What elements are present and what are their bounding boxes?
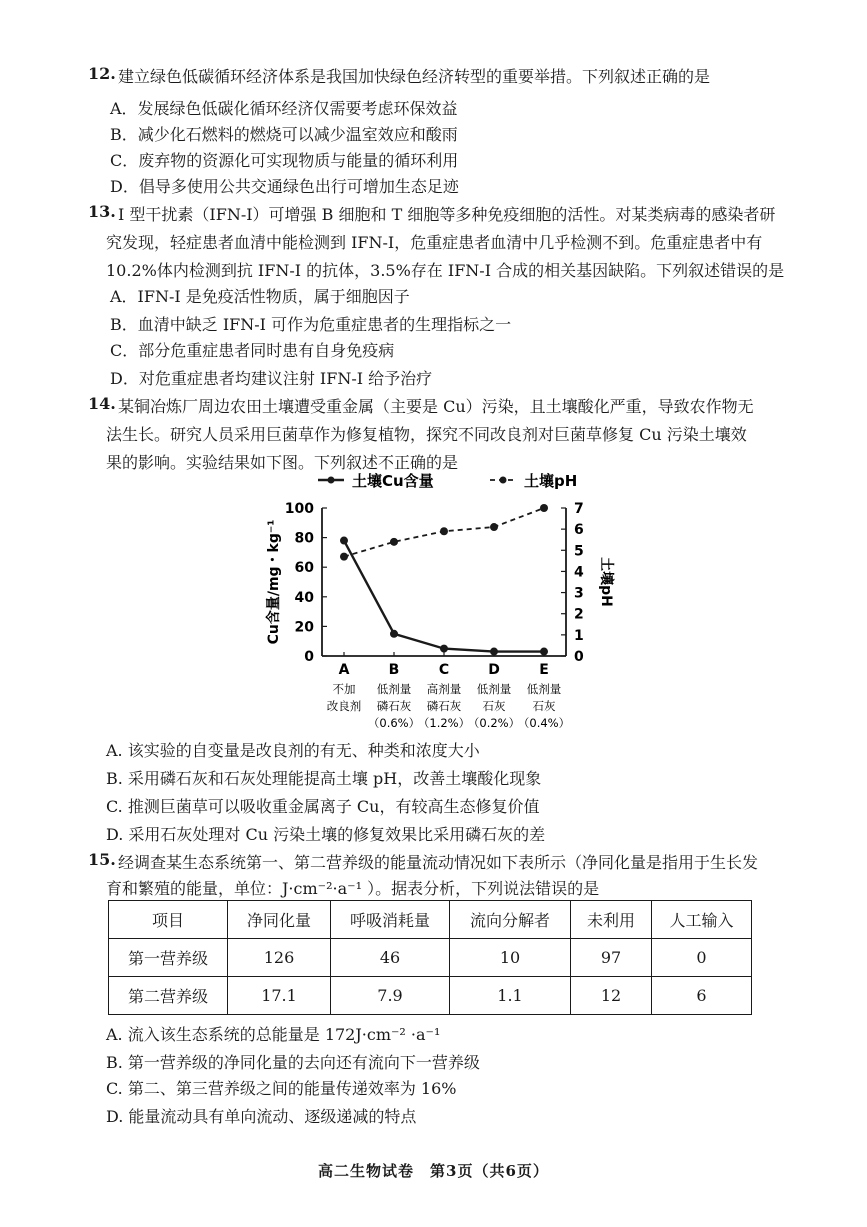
y-tick-label-left: 0 — [304, 649, 314, 665]
table-header-cell: 净同化量 — [228, 901, 331, 939]
data-point-ph — [340, 553, 348, 561]
x-category-note: 不加 — [332, 682, 356, 696]
y-tick-label-right: 0 — [574, 649, 584, 665]
table-cell: 126 — [228, 939, 331, 977]
page-footer: 高二生物试卷 第3页（共6页） — [318, 1162, 549, 1180]
question-stem-line: 某铜冶炼厂周边农田土壤遭受重金属（主要是 Cu）污染，且土壤酸化严重，导致农作物无 — [118, 397, 754, 416]
option-d: D. 采用石灰处理对 Cu 污染土壤的修复效果比采用磷石灰的差 — [106, 825, 546, 844]
table-header-row — [109, 901, 752, 939]
table-row — [109, 977, 752, 1015]
x-category-note: （0.4%） — [517, 716, 571, 730]
question-stem: 建立绿色低碳循环经济体系是我国加快绿色经济转型的重要举措。下列叙述正确的是 — [118, 67, 711, 86]
x-tick-label: B — [388, 662, 400, 678]
data-point-cu — [540, 648, 548, 656]
option-a: A．发展绿色低碳化循环经济仅需要考虑环保效益 — [110, 99, 458, 118]
legend-marker — [500, 477, 507, 484]
question-stem-line: 经调查某生态系统第一、第二营养级的能量流动情况如下表所示（净同化量是指用于生长发 — [118, 853, 759, 872]
x-category-note: 低剂量 — [526, 682, 562, 696]
x-category-note: 高剂量 — [426, 682, 462, 696]
y-tick-label-right: 7 — [574, 501, 584, 517]
x-category-note: （1.2%） — [417, 716, 471, 730]
data-point-ph — [540, 504, 548, 512]
y-axis-label-right: 土壤pH — [598, 557, 614, 607]
option-b: B．血清中缺乏 IFN-I 可作为危重症患者的生理指标之一 — [110, 315, 512, 334]
y-tick-label-right: 3 — [574, 585, 584, 602]
option-a: A. 该实验的自变量是改良剂的有无、种类和浓度大小 — [106, 741, 480, 760]
x-tick-label: A — [338, 662, 350, 678]
y-tick-label-left: 80 — [294, 530, 314, 547]
data-point-ph — [440, 527, 448, 535]
option-a: A. 流入该生态系统的总能量是 172J·cm⁻² ·a⁻¹ — [106, 1025, 441, 1044]
legend-label: 土壤Cu含量 — [352, 472, 434, 490]
table-row — [109, 939, 752, 977]
x-category-note: 石灰 — [482, 699, 506, 713]
table-cell: 10 — [450, 939, 571, 977]
y-tick-label-left: 40 — [294, 589, 314, 606]
question-number: 13. — [88, 202, 116, 221]
option-c: C．废弃物的资源化可实现物质与能量的循环利用 — [110, 151, 459, 170]
data-point-cu — [490, 648, 498, 656]
x-category-note: 磷石灰 — [376, 699, 412, 713]
data-point-cu — [440, 645, 448, 653]
option-a: A．IFN-I 是免疫活性物质，属于细胞因子 — [110, 287, 410, 306]
table-cell: 第二营养级 — [109, 977, 228, 1015]
table-header-cell: 呼吸消耗量 — [331, 901, 450, 939]
option-c: C. 第二、第三营养级之间的能量传递效率为 16% — [106, 1079, 457, 1098]
data-point-ph — [490, 523, 498, 531]
table-cell: 7.9 — [331, 977, 450, 1015]
x-category-note: 磷石灰 — [426, 699, 462, 713]
table-cell: 第一营养级 — [109, 939, 228, 977]
legend-label: 土壤pH — [524, 472, 578, 490]
x-tick-label: C — [438, 662, 450, 678]
option-b: B. 采用磷石灰和石灰处理能提高土壤 pH，改善土壤酸化现象 — [106, 769, 542, 788]
table-header-cell: 人工输入 — [652, 901, 752, 939]
legend-marker — [328, 477, 335, 484]
question-stem-line: 究发现，轻症患者血清中能检测到 IFN-I，危重症患者血清中几乎检测不到。危重症患者中有 — [106, 233, 763, 252]
y-tick-label-left: 20 — [294, 619, 314, 636]
option-d: D．对危重症患者均建议注射 IFN-I 给予治疗 — [110, 369, 433, 388]
table-cell: 46 — [331, 939, 450, 977]
cu-ph-chart — [0, 466, 867, 736]
option-c: C．部分危重症患者同时患有自身免疫病 — [110, 341, 395, 360]
option-d: D．倡导多使用公共交通绿色出行可增加生态足迹 — [110, 177, 459, 196]
x-tick-label: D — [488, 662, 500, 678]
question-number: 15. — [88, 850, 116, 869]
series-line-cu — [344, 541, 544, 652]
table-cell: 17.1 — [228, 977, 331, 1015]
data-point-cu — [390, 630, 398, 638]
data-point-ph — [390, 538, 398, 546]
x-category-note: （0.6%） — [367, 716, 421, 730]
y-tick-label-right: 6 — [574, 522, 584, 539]
y-tick-label-left: 100 — [284, 501, 314, 517]
question-number: 14. — [88, 394, 116, 413]
question-stem-line: 法生长。研究人员采用巨菌草作为修复植物，探究不同改良剂对巨菌草修复 Cu 污染土壤效 — [106, 425, 747, 444]
energy-flow-table — [108, 900, 752, 1015]
y-tick-label-right: 4 — [574, 564, 584, 581]
table-header-cell: 项目 — [109, 901, 228, 939]
x-category-note: 低剂量 — [476, 682, 512, 696]
table-cell: 0 — [652, 939, 752, 977]
x-tick-label: E — [539, 662, 549, 678]
question-stem-line: I 型干扰素（IFN-I）可增强 B 细胞和 T 细胞等多种免疫细胞的活性。对某类病毒的感染者研 — [118, 205, 776, 224]
y-tick-label-left: 60 — [294, 560, 314, 577]
table-cell: 12 — [571, 977, 652, 1015]
option-c: C. 推测巨菌草可以吸收重金属离子 Cu，有较高生态修复价值 — [106, 797, 540, 816]
y-tick-label-right: 5 — [574, 543, 584, 560]
y-tick-label-right: 1 — [574, 627, 584, 644]
table-header-cell: 流向分解者 — [450, 901, 571, 939]
x-category-note: 改良剂 — [326, 699, 362, 713]
x-category-note: （0.2%） — [467, 716, 521, 730]
question-stem-line: 10.2%体内检测到抗 IFN-I 的抗体，3.5%存在 IFN-I 合成的相关基因缺陷。下列叙述错误的是 — [106, 261, 785, 280]
option-b: B. 第一营养级的净同化量的去向还有流向下一营养级 — [106, 1053, 480, 1072]
option-d: D. 能量流动具有单向流动、逐级递减的特点 — [106, 1107, 417, 1126]
option-b: B．减少化石燃料的燃烧可以减少温室效应和酸雨 — [110, 125, 458, 144]
question-number: 12. — [88, 64, 116, 83]
x-category-note: 低剂量 — [376, 682, 412, 696]
table-header-cell: 未利用 — [571, 901, 652, 939]
x-category-note: 石灰 — [532, 699, 556, 713]
table-cell: 97 — [571, 939, 652, 977]
table-cell: 6 — [652, 977, 752, 1015]
y-tick-label-right: 2 — [574, 606, 584, 623]
table-cell: 1.1 — [450, 977, 571, 1015]
y-axis-label-left: Cu含量/mg・kg⁻¹ — [266, 519, 282, 645]
question-stem-line: 育和繁殖的能量，单位：J·cm⁻²·a⁻¹ ）。据表分析，下列说法错误的是 — [106, 879, 600, 898]
data-point-cu — [340, 537, 348, 545]
question-stem-line: 果的影响。实验结果如下图。下列叙述不正确的是 — [106, 453, 459, 472]
